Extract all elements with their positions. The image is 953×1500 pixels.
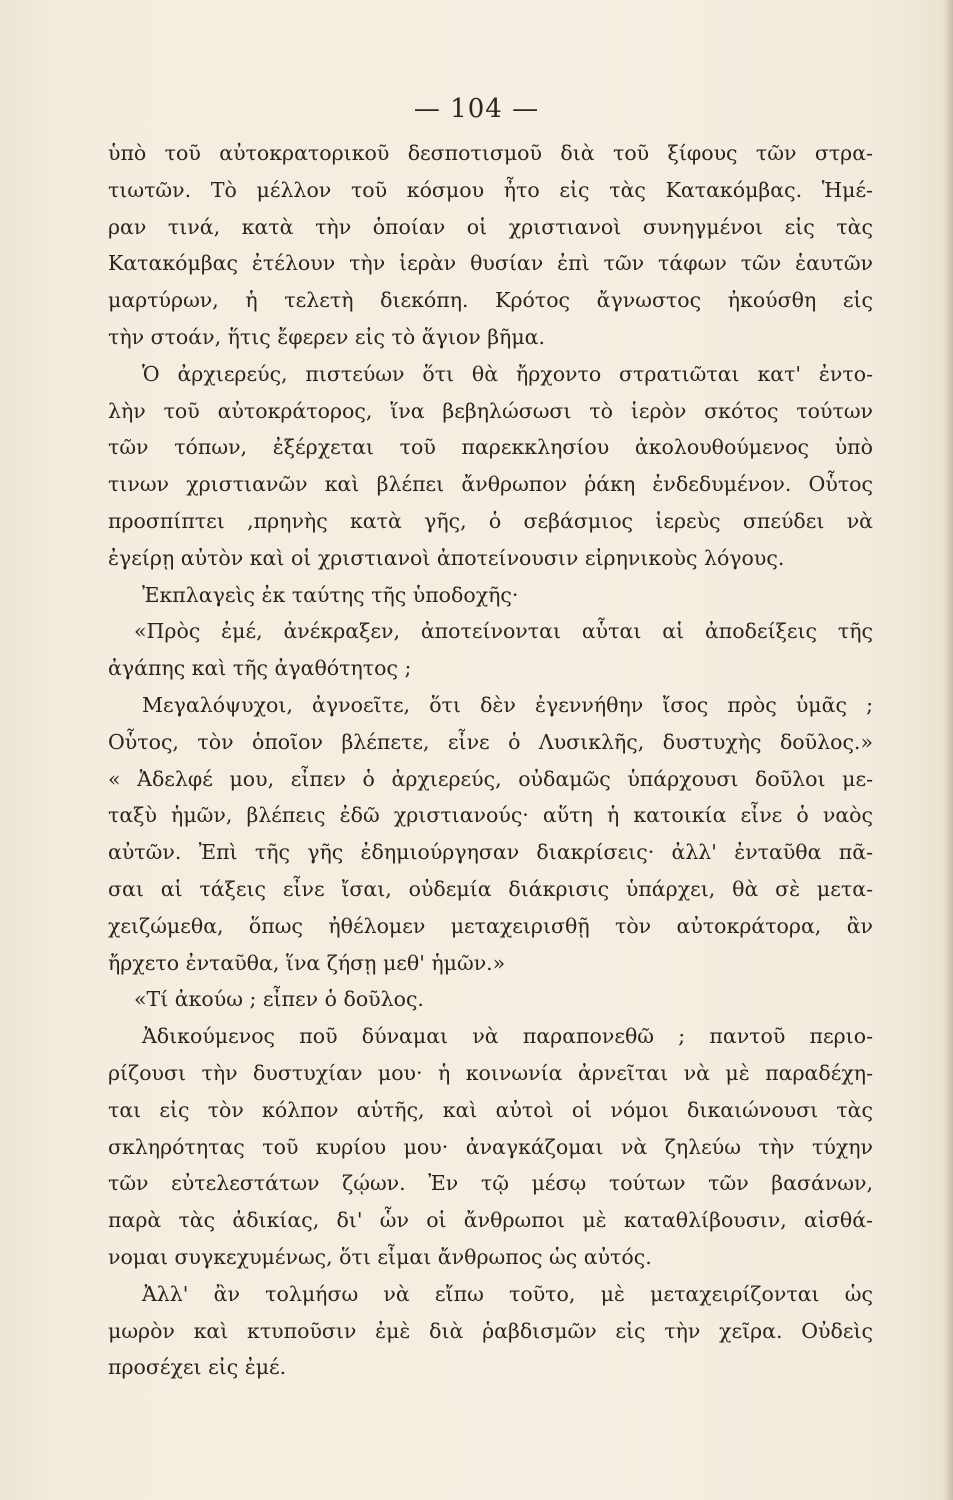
text-line: ταξὺ ἡμῶν, βλέπεις ἐδῶ χριστιανούς· αὕτη ἡ κατοικία εἶνε ὁ ναὸς bbox=[108, 803, 873, 828]
text-line: Κατακόμβας ἐτέλουν τὴν ἱερὰν θυσίαν ἐπὶ τῶν τάφων τῶν ἑαυτῶν bbox=[108, 251, 873, 276]
text-line: « Ἀδελφέ μου, εἶπεν ὁ ἀρχιερεύς, οὐδαμῶς ὑπάρχουσι δοῦλοι με- bbox=[108, 766, 873, 791]
text-line: σκληρότητας τοῦ κυρίου μου· ἀναγκάζομαι νὰ ζηλεύω τὴν τύχην bbox=[108, 1134, 873, 1159]
text-line: «Τί ἀκούω ; εἶπεν ὁ δοῦλος. bbox=[134, 987, 424, 1012]
text-line: Μεγαλόψυχοι, ἀγνοεῖτε, ὅτι δὲν ἐγεννήθην ἴσος πρὸς ὑμᾶς ; bbox=[142, 692, 873, 717]
text-line: χειζώμεθα, ὅπως ἠθέλομεν μεταχειρισθῇ τὸν αὐτοκράτορα, ἂν bbox=[108, 913, 873, 938]
text-line: ἐγείρῃ αὐτὸν καὶ οἱ χριστιανοὶ ἀποτείνουσιν εἰρηνικοὺς λόγους. bbox=[108, 545, 785, 570]
text-line: προσέχει εἰς ἐμέ. bbox=[108, 1355, 287, 1380]
text-line: τῶν εὐτελεστάτων ζῴων. Ἐν τῷ μέσῳ τούτων τῶν βασάνων, bbox=[108, 1171, 873, 1196]
text-line: Ἐκπλαγεὶς ἐκ ταύτης τῆς ὑποδοχῆς· bbox=[142, 582, 519, 607]
text-line: αὐτῶν. Ἐπὶ τῆς γῆς ἐδημιούργησαν διακρίσεις· ἀλλ' ἐνταῦθα πᾶ- bbox=[108, 840, 873, 865]
text-line: μωρὸν καὶ κτυποῦσιν ἐμὲ διὰ ῥαβδισμῶν εἰς τὴν χεῖρα. Οὐδεὶς bbox=[108, 1318, 873, 1343]
text-line: σαι αἱ τάξεις εἶνε ἴσαι, οὐδεμία διάκρισις ὑπάρχει, θὰ σὲ μετα- bbox=[108, 876, 873, 901]
text-line: νομαι συγκεχυμένως, ὅτι εἶμαι ἄνθρωπος ὡς αὐτός. bbox=[108, 1244, 652, 1269]
text-line: ραν τινά, κατὰ τὴν ὁποίαν οἱ χριστιανοὶ συνηγμένοι εἰς τὰς bbox=[108, 214, 873, 239]
page-number: — 104 — bbox=[413, 94, 540, 124]
text-line: Οὗτος, τὸν ὁποῖον βλέπετε, εἶνε ὁ Λυσικλῆς, δυστυχὴς δοῦλος.» bbox=[108, 729, 873, 754]
body-text bbox=[108, 135, 873, 1386]
text-line: Ἀδικούμενος ποῦ δύναμαι νὰ παραπονεθῶ ; παντοῦ περιο- bbox=[142, 1024, 873, 1049]
text-line: ται εἰς τὸν κόλπον αὑτῆς, καὶ αὐτοὶ οἱ νόμοι δικαιώνουσι τὰς bbox=[108, 1097, 873, 1122]
page-edge-shadow bbox=[943, 0, 953, 1500]
text-line: τιωτῶν. Τὸ μέλλον τοῦ κόσμου ἦτο εἰς τὰς Κατακόμβας. Ἡμέ- bbox=[108, 177, 873, 202]
text-line: τινων χριστιανῶν καὶ βλέπει ἄνθρωπον ῥάκη ἐνδεδυμένον. Οὗτος bbox=[108, 472, 873, 497]
text-line: λὴν τοῦ αὐτοκράτορος, ἵνα βεβηλώσωσι τὸ ἱερὸν σκότος τούτων bbox=[108, 398, 873, 423]
text-line: ρίζουσι τὴν δυστυχίαν μου· ἡ κοινωνία ἀρνεῖται νὰ μὲ παραδέχη- bbox=[108, 1060, 873, 1085]
text-line: παρὰ τὰς ἀδικίας, δι' ὧν οἱ ἄνθρωποι μὲ καταθλίβουσιν, αἰσθά- bbox=[108, 1208, 873, 1233]
text-line: ἤρχετο ἐνταῦθα, ἵνα ζήσῃ μεθ' ἡμῶν.» bbox=[108, 950, 506, 975]
text-line: τῶν τόπων, ἐξέρχεται τοῦ παρεκκλησίου ἀκολουθούμενος ὑπὸ bbox=[108, 435, 873, 460]
text-line: μαρτύρων, ἡ τελετὴ διεκόπη. Κρότος ἄγνωστος ἠκούσθη εἰς bbox=[108, 288, 873, 313]
text-line: ἀγάπης καὶ τῆς ἀγαθότητος ; bbox=[108, 656, 412, 681]
text-line: τὴν στοάν, ἥτις ἔφερεν εἰς τὸ ἅγιον βῆμα. bbox=[108, 324, 546, 349]
text-line: ὑπὸ τοῦ αὐτοκρατορικοῦ δεσποτισμοῦ διὰ τοῦ ξίφους τῶν στρα- bbox=[108, 141, 873, 165]
text-line: προσπίπτει ,πρηνὴς κατὰ γῆς, ὁ σεβάσμιος ἱερεὺς σπεύδει νὰ bbox=[108, 508, 873, 533]
text-line: «Πρὸς ἐμέ, ἀνέκραξεν, ἀποτείνονται αὗται αἱ ἀποδείξεις τῆς bbox=[134, 619, 873, 644]
text-line: Ὁ ἀρχιερεύς, πιστεύων ὅτι θὰ ἤρχοντο στρατιῶται κατ' ἐντο- bbox=[142, 361, 873, 386]
text-line: Ἀλλ' ἂν τολμήσω νὰ εἴπω τοῦτο, μὲ μεταχειρίζονται ὡς bbox=[142, 1281, 873, 1306]
